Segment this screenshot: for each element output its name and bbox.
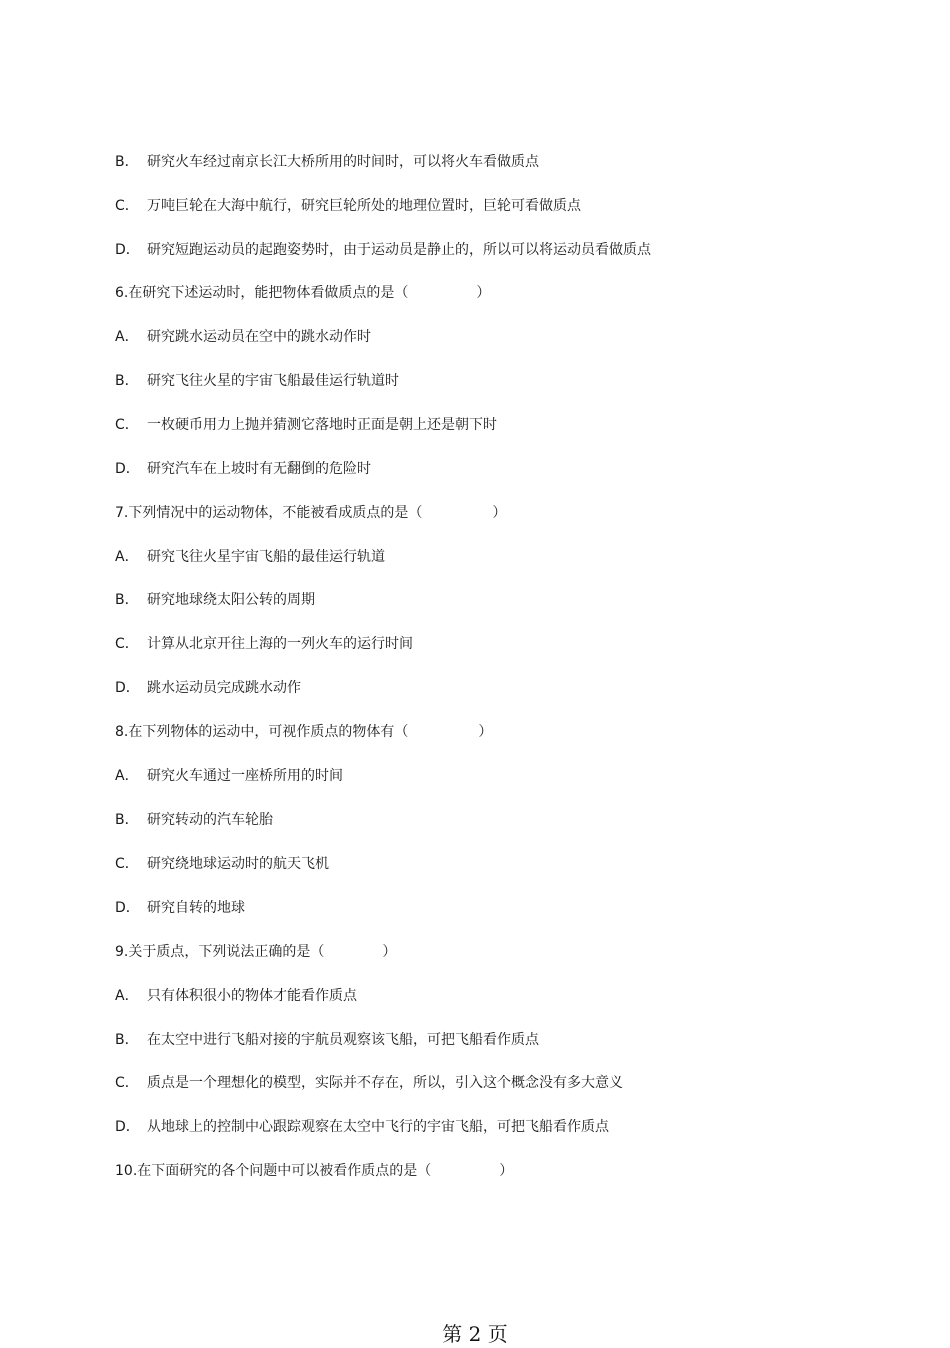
option-text: 一枚硬币用力上抛并猜测它落地时正面是朝上还是朝下时 xyxy=(147,417,497,433)
q9-option-a xyxy=(115,986,357,1006)
q5-option-c xyxy=(115,196,581,216)
option-text: 只有体积很小的物体才能看作质点 xyxy=(147,988,357,1004)
option-text: 研究短跑运动员的起跑姿势时，由于运动员是静止的，所以可以将运动员看做质点 xyxy=(147,242,651,258)
close-paren: ） xyxy=(478,724,493,740)
option-letter: A． xyxy=(115,329,139,345)
q9-stem xyxy=(115,942,396,962)
option-letter: D． xyxy=(115,900,140,916)
q9-option-d xyxy=(115,1117,609,1137)
option-text: 从地球上的控制中心跟踪观察在太空中飞行的宇宙飞船，可把飞船看作质点 xyxy=(147,1119,609,1135)
option-text: 研究地球绕太阳公转的周期 xyxy=(147,592,315,608)
close-paren: ） xyxy=(499,1163,514,1179)
question-text: 6.在研究下述运动时，能把物体看做质点的是（ xyxy=(115,285,409,301)
q7-option-b xyxy=(115,590,315,610)
close-paren: ） xyxy=(382,944,397,960)
option-text: 研究飞往火星的宇宙飞船最佳运行轨道时 xyxy=(147,373,399,389)
option-text: 研究火车经过南京长江大桥所用的时间时，可以将火车看做质点 xyxy=(147,154,539,170)
q8-stem xyxy=(115,722,492,742)
question-text: 8.在下列物体的运动中，可视作质点的物体有（ xyxy=(115,724,409,740)
close-paren: ） xyxy=(492,505,507,521)
q7-stem xyxy=(115,503,506,523)
question-text: 7.下列情况中的运动物体，不能被看成质点的是（ xyxy=(115,505,423,521)
q5-option-d xyxy=(115,240,651,260)
q9-option-c xyxy=(115,1073,623,1093)
q6-option-c xyxy=(115,415,497,435)
option-letter: A． xyxy=(115,549,139,565)
option-text: 研究飞往火星宇宙飞船的最佳运行轨道 xyxy=(147,549,385,565)
option-text: 万吨巨轮在大海中航行，研究巨轮所处的地理位置时，巨轮可看做质点 xyxy=(147,198,581,214)
option-letter: D． xyxy=(115,242,140,258)
option-letter: A． xyxy=(115,988,139,1004)
option-letter: C． xyxy=(115,417,139,433)
option-letter: A． xyxy=(115,768,139,784)
option-text: 研究汽车在上坡时有无翻倒的危险时 xyxy=(147,461,371,477)
option-letter: D． xyxy=(115,1119,140,1135)
option-text: 研究火车通过一座桥所用的时间 xyxy=(147,768,343,784)
option-text: 跳水运动员完成跳水动作 xyxy=(147,680,301,696)
option-text: 在太空中进行飞船对接的宇航员观察该飞船，可把飞船看作质点 xyxy=(147,1032,539,1048)
q9-option-b xyxy=(115,1030,539,1050)
q6-stem xyxy=(115,283,490,303)
q10-stem xyxy=(115,1161,513,1181)
option-letter: B． xyxy=(115,592,139,608)
option-text: 质点是一个理想化的模型，实际并不存在，所以，引入这个概念没有多大意义 xyxy=(147,1075,623,1091)
option-text: 研究绕地球运动时的航天飞机 xyxy=(147,856,329,872)
q7-option-d xyxy=(115,678,301,698)
q7-option-c xyxy=(115,634,413,654)
question-text: 10.在下面研究的各个问题中可以被看作质点的是（ xyxy=(115,1163,432,1179)
option-letter: C． xyxy=(115,856,139,872)
option-letter: D． xyxy=(115,461,140,477)
q6-option-b xyxy=(115,371,399,391)
option-letter: B． xyxy=(115,373,139,389)
page-number: 第 2 页 xyxy=(442,1322,508,1346)
option-letter: B． xyxy=(115,1032,139,1048)
option-letter: B． xyxy=(115,812,139,828)
option-letter: D． xyxy=(115,680,140,696)
option-letter: C． xyxy=(115,198,139,214)
option-letter: C． xyxy=(115,1075,139,1091)
q6-option-d xyxy=(115,459,371,479)
option-text: 研究自转的地球 xyxy=(147,900,245,916)
option-letter: B． xyxy=(115,154,139,170)
close-paren: ） xyxy=(476,285,491,301)
option-text: 研究转动的汽车轮胎 xyxy=(147,812,273,828)
q5-option-b xyxy=(115,152,539,172)
option-text: 研究跳水运动员在空中的跳水动作时 xyxy=(147,329,371,345)
option-text: 计算从北京开往上海的一列火车的运行时间 xyxy=(147,636,413,652)
q8-option-b xyxy=(115,810,273,830)
q8-option-c xyxy=(115,854,329,874)
question-text: 9.关于质点，下列说法正确的是（ xyxy=(115,944,325,960)
q7-option-a xyxy=(115,547,385,567)
q8-option-d xyxy=(115,898,245,918)
q8-option-a xyxy=(115,766,343,786)
q6-option-a xyxy=(115,327,371,347)
option-letter: C． xyxy=(115,636,139,652)
